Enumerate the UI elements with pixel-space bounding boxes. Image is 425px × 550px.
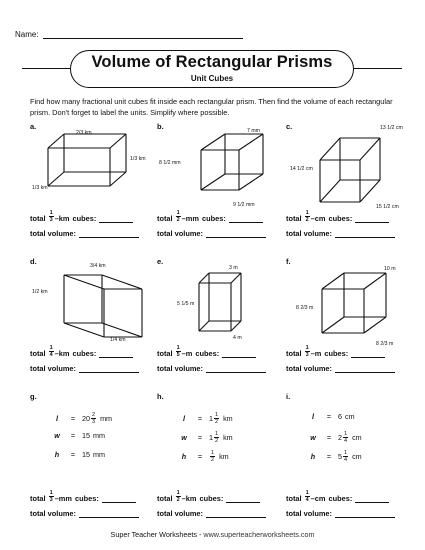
problem-letter: h. — [157, 392, 164, 401]
title-banner — [22, 48, 402, 90]
fraction-denominator: 2 — [305, 217, 309, 223]
problem-e — [157, 257, 285, 387]
cube-unit: m — [185, 349, 193, 358]
total-volume-line — [157, 364, 266, 373]
equals-sign: = — [197, 414, 203, 423]
fraction — [49, 210, 54, 223]
total-volume-line — [286, 229, 395, 238]
total-label: total — [30, 214, 46, 223]
total-cubes-line — [157, 345, 256, 358]
total-cubes-answer-blank[interactable] — [229, 215, 263, 223]
dimension-label: 14 1/2 cm — [290, 166, 313, 172]
dimension-label: 1/2 km — [32, 289, 48, 295]
cube-unit: cm — [314, 494, 326, 503]
dimension-label: 1/4 km — [110, 337, 126, 343]
problem-letter: b. — [157, 122, 164, 131]
dimension-label: 10 m — [384, 266, 396, 272]
measurement-whole: 5 — [338, 452, 342, 461]
measurement-row — [177, 450, 229, 463]
measurement-unit: cm — [352, 452, 362, 461]
total-label: total — [30, 494, 46, 503]
volume-label: total volume: — [30, 364, 76, 373]
dimension-label: 3 m — [229, 265, 238, 271]
cubes-suffix: cubes: — [324, 349, 349, 358]
fraction-numerator: 1 — [305, 345, 309, 351]
cubes-suffix: cubes: — [328, 494, 353, 503]
fraction-denominator: 3 — [92, 419, 96, 425]
fraction-numerator: 1 — [176, 345, 180, 351]
title-pill — [70, 50, 354, 88]
total-volume-line — [286, 364, 395, 373]
name-line[interactable] — [43, 31, 243, 39]
total-cubes-answer-blank[interactable] — [355, 495, 389, 503]
dimension-label: 9 1/2 mm — [233, 202, 255, 208]
prism-edge — [199, 273, 209, 283]
fraction — [214, 412, 219, 425]
cube-unit-prefix: – — [310, 494, 315, 503]
prism-edge — [48, 134, 64, 148]
cube-unit-prefix: – — [54, 349, 59, 358]
total-volume-answer-blank[interactable] — [335, 365, 395, 373]
cubes-suffix: cubes: — [74, 494, 99, 503]
fraction — [176, 490, 181, 503]
fraction-denominator: 2 — [176, 497, 180, 503]
fraction — [176, 345, 181, 358]
volume-label: total volume: — [30, 229, 76, 238]
prism-figure — [286, 126, 414, 210]
cube-unit-prefix: – — [54, 214, 59, 223]
cube-unit: km — [58, 349, 70, 358]
total-cubes-line — [30, 210, 133, 223]
measurement-variable: h — [54, 450, 60, 459]
measurement-row — [306, 431, 362, 444]
problem-letter: d. — [30, 257, 37, 266]
total-volume-answer-blank[interactable] — [79, 230, 139, 238]
fraction — [91, 412, 96, 425]
total-label: total — [157, 349, 173, 358]
prism-edge — [364, 317, 386, 333]
equals-sign: = — [70, 414, 76, 423]
cubes-suffix: cubes: — [201, 214, 226, 223]
fraction-numerator: 1 — [305, 210, 309, 216]
volume-label: total volume: — [157, 229, 203, 238]
fraction-numerator: 1 — [49, 210, 53, 216]
total-cubes-line — [286, 210, 389, 223]
measurement-unit: km — [219, 452, 229, 461]
measurement-whole: 1 — [209, 414, 213, 423]
prism-edge — [364, 273, 386, 289]
fraction-denominator: 2 — [176, 217, 180, 223]
total-cubes-line — [30, 490, 136, 503]
cube-unit: m — [314, 349, 322, 358]
total-cubes-line — [286, 490, 389, 503]
dimension-label: 5 1/5 m — [177, 301, 195, 307]
prism-drawing — [30, 126, 158, 210]
measurement-unit: mm — [100, 414, 113, 423]
measurement-whole: 20 — [82, 414, 90, 423]
fraction — [343, 450, 348, 463]
total-volume-answer-blank[interactable] — [335, 230, 395, 238]
measurement-whole: 15 — [82, 450, 90, 459]
total-volume-answer-blank[interactable] — [206, 365, 266, 373]
fraction — [305, 210, 310, 223]
dimension-label: 2/3 km — [76, 130, 92, 136]
cube-unit-prefix: – — [310, 214, 315, 223]
total-label: total — [30, 349, 46, 358]
fraction-numerator: 1 — [215, 412, 219, 418]
problem-i — [286, 392, 414, 522]
cube-unit: mm — [58, 494, 72, 503]
prism-drawing — [157, 261, 285, 345]
name-label: Name: — [15, 30, 39, 39]
prism-edge — [231, 321, 241, 331]
problem-letter: i. — [286, 392, 291, 401]
prism-edge — [102, 275, 142, 289]
prism-figure — [30, 126, 158, 210]
prism-edge — [102, 323, 142, 337]
prism-edge — [201, 134, 225, 150]
measurement-unit: km — [223, 414, 233, 423]
total-label: total — [286, 349, 302, 358]
fraction-numerator: 1 — [344, 450, 348, 456]
total-label: total — [286, 494, 302, 503]
total-volume-line — [157, 229, 266, 238]
total-cubes-answer-blank[interactable] — [355, 215, 389, 223]
prism-edge — [239, 134, 263, 150]
fraction-denominator: 2 — [211, 457, 215, 463]
volume-label: total volume: — [30, 509, 76, 518]
cube-unit-prefix: – — [181, 494, 186, 503]
footer-brand: Super Teacher Worksheets - — [110, 530, 204, 539]
total-volume-line — [30, 509, 139, 518]
dimension-label: 8 1/2 mm — [159, 160, 181, 166]
problem-d — [30, 257, 158, 387]
fraction-denominator: 2 — [215, 438, 219, 444]
prism-edge — [110, 134, 126, 148]
cube-unit: mm — [185, 214, 199, 223]
prism-drawing — [286, 126, 414, 210]
footer-url: www.superteacherworksheets.com — [203, 530, 315, 539]
fraction-numerator: 1 — [176, 210, 180, 216]
cube-unit-prefix: – — [54, 494, 59, 503]
fraction-denominator: 3 — [305, 352, 309, 358]
fraction — [49, 345, 54, 358]
measurement-unit: mm — [93, 450, 105, 459]
prism-drawing — [286, 261, 414, 345]
measurement-row — [50, 412, 112, 425]
measurement-whole: 1 — [209, 433, 213, 442]
total-label: total — [157, 214, 173, 223]
measurement-variable: h — [310, 452, 316, 461]
dimension-label: 15 1/2 cm — [376, 204, 399, 210]
problem-h — [157, 392, 285, 522]
prism-edge — [199, 321, 209, 331]
fraction — [343, 431, 348, 444]
dimension-label: 13 1/2 cm — [380, 125, 403, 131]
cube-unit: cm — [314, 214, 326, 223]
prism-edge — [201, 174, 225, 190]
fraction — [305, 345, 310, 358]
measurement-unit: mm — [93, 431, 105, 440]
dimension-label: 8 2/3 m — [376, 341, 394, 347]
cube-unit-prefix: – — [310, 349, 315, 358]
problem-letter: e. — [157, 257, 164, 266]
equals-sign: = — [197, 452, 203, 461]
cube-unit: km — [185, 494, 197, 503]
total-cubes-answer-blank[interactable] — [99, 215, 133, 223]
prism-edge — [239, 174, 263, 190]
equals-sign: = — [326, 452, 332, 461]
dimension-label: 3/4 km — [90, 263, 106, 269]
prism-figure — [286, 261, 414, 345]
fraction-denominator: 4 — [49, 352, 53, 358]
fraction — [49, 490, 54, 503]
measurement-row — [177, 412, 233, 425]
total-cubes-line — [30, 345, 133, 358]
measurement-variable: l — [183, 414, 185, 423]
footer — [0, 530, 425, 539]
dimension-label: 1/3 km — [130, 156, 146, 162]
page-subtitle: Unit Cubes — [190, 74, 234, 83]
dimension-label: 4 m — [233, 335, 242, 341]
measurement-variable: w — [310, 433, 316, 442]
volume-label: total volume: — [157, 364, 203, 373]
measurement-unit: cm — [352, 433, 362, 442]
fraction-denominator: 4 — [344, 438, 348, 444]
prism-figure — [157, 261, 285, 345]
measurement-unit: km — [223, 433, 233, 442]
volume-label: total volume: — [286, 364, 332, 373]
prism-figure — [30, 261, 158, 345]
fraction-numerator: 2 — [92, 412, 96, 418]
total-label: total — [286, 214, 302, 223]
total-cubes-line — [157, 210, 263, 223]
total-cubes-line — [286, 345, 385, 358]
total-volume-answer-blank[interactable] — [79, 365, 139, 373]
total-cubes-answer-blank[interactable] — [222, 350, 256, 358]
fraction-numerator: 1 — [344, 431, 348, 437]
measurement-variable: l — [56, 414, 58, 423]
total-cubes-answer-blank[interactable] — [102, 495, 136, 503]
total-volume-answer-blank[interactable] — [335, 510, 395, 518]
total-volume-line — [30, 364, 139, 373]
measurement-row — [177, 431, 233, 444]
prism-edge — [64, 275, 104, 289]
measurement-whole: 6 — [338, 412, 342, 421]
fraction — [305, 490, 310, 503]
total-cubes-answer-blank[interactable] — [351, 350, 385, 358]
fraction-denominator: 3 — [49, 497, 53, 503]
fraction-numerator: 1 — [49, 345, 53, 351]
prism-edge — [64, 323, 104, 337]
dimension-label: 8 2/3 m — [296, 305, 314, 311]
volume-label: total volume: — [286, 509, 332, 518]
prism-edge — [360, 180, 380, 202]
measurement-variable: l — [312, 412, 314, 421]
total-cubes-line — [157, 490, 260, 503]
problem-g — [30, 392, 158, 522]
total-cubes-answer-blank[interactable] — [99, 350, 133, 358]
measurement-variable: h — [181, 452, 187, 461]
equals-sign: = — [70, 450, 76, 459]
fraction — [214, 431, 219, 444]
cubes-suffix: cubes: — [199, 494, 224, 503]
fraction — [176, 210, 181, 223]
fraction-denominator: 5 — [176, 352, 180, 358]
problem-c — [286, 122, 414, 252]
fraction-numerator: 1 — [305, 490, 309, 496]
cube-unit-prefix: – — [181, 214, 186, 223]
measurement-whole: 15 — [82, 431, 90, 440]
volume-label: total volume: — [286, 229, 332, 238]
fraction-denominator: 4 — [305, 497, 309, 503]
fraction-denominator: 2 — [215, 419, 219, 425]
total-volume-line — [286, 509, 395, 518]
fraction-numerator: 1 — [49, 490, 53, 496]
problem-letter: c. — [286, 122, 293, 131]
total-volume-line — [30, 229, 139, 238]
instructions: Find how many fractional unit cubes fit inside each rectangular prism. Then find the volume of each rectangular prism. Don't forget to label the units. Simplify where possible. — [30, 97, 393, 117]
total-volume-answer-blank[interactable] — [206, 510, 266, 518]
total-cubes-answer-blank[interactable] — [226, 495, 260, 503]
fraction-denominator: 3 — [49, 217, 53, 223]
total-volume-line — [157, 509, 266, 518]
cubes-suffix: cubes: — [72, 349, 97, 358]
prism-edge — [110, 172, 126, 186]
equals-sign: = — [326, 433, 332, 442]
fraction-numerator: 1 — [176, 490, 180, 496]
cube-unit-prefix: – — [181, 349, 186, 358]
dimension-label: 7 mm — [247, 128, 260, 134]
equals-sign: = — [70, 431, 76, 440]
measurement-row — [306, 450, 362, 463]
problem-letter: g. — [30, 392, 37, 401]
prism-edge — [320, 138, 340, 160]
prism-edge — [360, 138, 380, 160]
measurement-row — [50, 431, 105, 440]
fraction — [210, 450, 215, 463]
name-field[interactable] — [15, 30, 243, 39]
measurement-whole: 2 — [338, 433, 342, 442]
measurement-variable: w — [181, 433, 187, 442]
problem-b — [157, 122, 285, 252]
dimension-label: 1/3 km — [32, 185, 48, 191]
total-label: total — [157, 494, 173, 503]
equals-sign: = — [197, 433, 203, 442]
prism-drawing — [30, 261, 158, 345]
fraction-numerator: 1 — [211, 450, 215, 456]
prism-edge — [48, 172, 64, 186]
cubes-suffix: cubes: — [72, 214, 97, 223]
measurement-variable: w — [54, 431, 60, 440]
problem-a — [30, 122, 158, 252]
cube-unit: km — [58, 214, 70, 223]
problem-letter: a. — [30, 122, 37, 131]
problem-f — [286, 257, 414, 387]
cubes-suffix: cubes: — [195, 349, 220, 358]
page-title: Volume of Rectangular Prisms — [91, 53, 333, 71]
cubes-suffix: cubes: — [328, 214, 353, 223]
total-volume-answer-blank[interactable] — [206, 230, 266, 238]
problem-letter: f. — [286, 257, 291, 266]
fraction-numerator: 1 — [215, 431, 219, 437]
prism-edge — [320, 180, 340, 202]
volume-label: total volume: — [157, 509, 203, 518]
prism-edge — [322, 317, 344, 333]
total-volume-answer-blank[interactable] — [79, 510, 139, 518]
measurement-unit: cm — [345, 412, 355, 421]
prism-drawing — [157, 126, 285, 210]
prism-figure — [157, 126, 285, 210]
prism-edge — [322, 273, 344, 289]
equals-sign: = — [326, 412, 332, 421]
measurement-row — [50, 450, 105, 459]
prism-edge — [231, 273, 241, 283]
measurement-row — [306, 412, 355, 421]
fraction-denominator: 4 — [344, 457, 348, 463]
